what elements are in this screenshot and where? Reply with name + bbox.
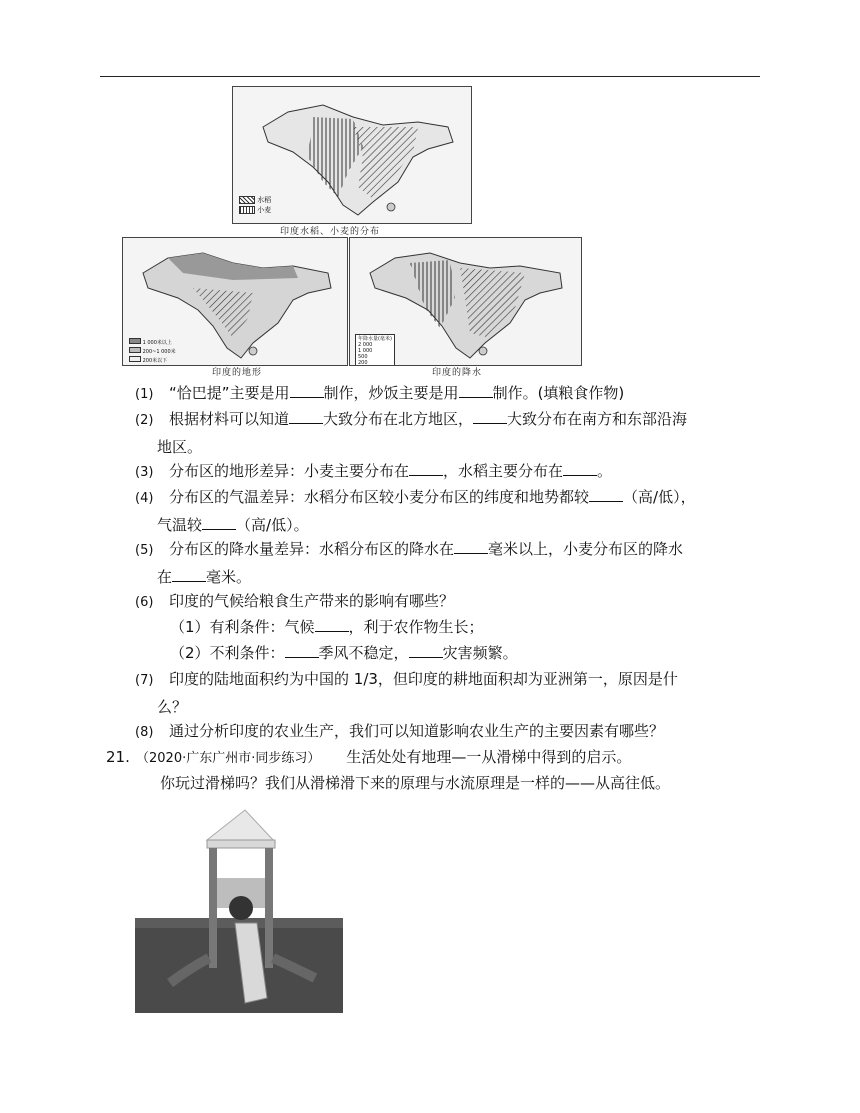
question-text: 在 bbox=[157, 568, 173, 586]
answer-blank[interactable] bbox=[459, 380, 493, 398]
question-title: 生活处处有地理—一从滑梯中得到的启示。 bbox=[346, 748, 632, 766]
answer-blank[interactable] bbox=[289, 406, 323, 424]
question-6 bbox=[135, 588, 765, 616]
unfavorable-conditions bbox=[170, 640, 518, 666]
question-text: 根据材料可以知道 bbox=[169, 410, 290, 428]
question-number: (4) bbox=[135, 491, 154, 506]
answer-blank[interactable] bbox=[473, 406, 507, 424]
question-text: 大致分布在北方地区， bbox=[323, 410, 474, 428]
answer-blank[interactable] bbox=[409, 458, 443, 476]
question-number: (7) bbox=[135, 673, 154, 688]
answer-blank[interactable] bbox=[589, 484, 623, 502]
question-text: 制作，炒饭主要是用 bbox=[323, 384, 459, 402]
question-text-continued bbox=[135, 564, 765, 590]
question-text: 。 bbox=[597, 462, 613, 480]
question-number: 21. bbox=[106, 748, 130, 766]
rainfall-map-caption: 印度的降水 bbox=[432, 368, 483, 378]
question-8 bbox=[135, 718, 765, 746]
question-text: 分布区的气温差异：水稻分布区较小麦分布区的纬度和地势都较 bbox=[169, 488, 590, 506]
question-number: (3) bbox=[135, 465, 154, 480]
question-text: （高/低）。 bbox=[236, 516, 309, 534]
question-text: 大致分布在南方和东部沿海 bbox=[507, 410, 688, 428]
answer-blank[interactable] bbox=[172, 564, 206, 582]
terrain-map-caption: 印度的地形 bbox=[212, 368, 263, 378]
terrain-legend-1: 1 000米以上 bbox=[142, 340, 172, 346]
rain-legend bbox=[355, 334, 395, 366]
question-text: 通过分析印度的农业生产，我们可以知道影响农业生产的主要因素有哪些？ bbox=[169, 722, 665, 740]
terrain-legend bbox=[129, 338, 176, 365]
rice-wheat-map-caption: 印度水稻、小麦的分布 bbox=[280, 227, 381, 237]
question-number: (8) bbox=[135, 725, 154, 740]
answer-blank[interactable] bbox=[315, 614, 349, 632]
answer-blank[interactable] bbox=[290, 380, 324, 398]
question-text-continued: 地区。 bbox=[157, 438, 203, 456]
question-text: 气温较 bbox=[157, 516, 203, 534]
legend-rice-swatch bbox=[239, 196, 255, 204]
question-text: 你玩过滑梯吗？我们从滑梯滑下来的原理与水流原理是一样的——从高往低。 bbox=[160, 774, 671, 792]
sub-text: （2）不利条件： bbox=[170, 644, 285, 662]
rain-legend-1: 2 000 bbox=[358, 342, 373, 348]
terrain-map bbox=[122, 237, 348, 366]
question-21-header bbox=[106, 744, 631, 772]
question-21-body bbox=[160, 770, 670, 796]
header-rule bbox=[100, 76, 760, 77]
question-1 bbox=[135, 380, 765, 408]
terrain-legend-1-swatch bbox=[129, 338, 141, 344]
rainfall-map bbox=[349, 237, 582, 366]
question-number: (6) bbox=[135, 595, 154, 610]
question-text: 印度的陆地面积约为中国的 1/3，但印度的耕地面积却为亚洲第一，原因是什 bbox=[169, 670, 678, 688]
question-text: 制作。(填粮食作物) bbox=[492, 384, 625, 402]
rice-wheat-map bbox=[232, 86, 472, 224]
answer-blank[interactable] bbox=[285, 640, 319, 658]
terrain-legend-2: 200~1 000米 bbox=[142, 349, 176, 355]
question-4 bbox=[135, 484, 765, 538]
terrain-legend-2-swatch bbox=[129, 347, 141, 353]
answer-blank[interactable] bbox=[202, 512, 236, 530]
rain-legend-4: 200 bbox=[358, 360, 368, 366]
question-2 bbox=[135, 406, 765, 460]
terrain-legend-3: 200米以下 bbox=[142, 358, 168, 364]
favorable-conditions bbox=[170, 614, 484, 640]
map-legend bbox=[239, 195, 271, 215]
question-number: (2) bbox=[135, 413, 154, 428]
question-number: (5) bbox=[135, 543, 154, 558]
question-number: (1) bbox=[135, 387, 154, 402]
rain-legend-3: 500 bbox=[358, 354, 368, 360]
rain-legend-2: 1 000 bbox=[358, 348, 373, 354]
question-7 bbox=[135, 666, 765, 720]
question-text: 印度的气候给粮食生产带来的影响有哪些？ bbox=[169, 592, 455, 610]
sub-text: ，利于农作物生长； bbox=[348, 618, 484, 636]
sub-text: 季风不稳定， bbox=[318, 644, 409, 662]
question-text: 毫米以上，小麦分布区的降水 bbox=[488, 540, 684, 558]
legend-wheat-label: 小麦 bbox=[257, 206, 272, 214]
answer-blank[interactable] bbox=[563, 458, 597, 476]
question-source: （2020·广东广州市·同步练习） bbox=[136, 751, 321, 766]
slide-photo bbox=[135, 808, 343, 1013]
answer-blank[interactable] bbox=[454, 536, 488, 554]
question-5 bbox=[135, 536, 765, 590]
rain-legend-title: 年降水量(毫米) bbox=[358, 336, 392, 342]
question-text: 毫米。 bbox=[206, 568, 252, 586]
sub-text: 灾害频繁。 bbox=[442, 644, 518, 662]
question-text: ，水稻主要分布在 bbox=[443, 462, 564, 480]
question-text: （高/低）， bbox=[623, 488, 696, 506]
legend-wheat-swatch bbox=[239, 206, 255, 214]
question-text: 分布区的地形差异：小麦主要分布在 bbox=[169, 462, 410, 480]
question-text-continued bbox=[135, 512, 765, 538]
question-3 bbox=[135, 458, 765, 486]
sub-text: （1）有利条件：气候 bbox=[170, 618, 315, 636]
terrain-legend-3-swatch bbox=[129, 356, 141, 362]
answer-blank[interactable] bbox=[409, 640, 443, 658]
question-text: “恰巴提”主要是用 bbox=[169, 384, 290, 402]
question-text-continued: 么？ bbox=[157, 698, 188, 716]
legend-rice-label: 水稻 bbox=[257, 196, 272, 204]
question-text: 分布区的降水量差异：水稻分布区的降水在 bbox=[169, 540, 455, 558]
